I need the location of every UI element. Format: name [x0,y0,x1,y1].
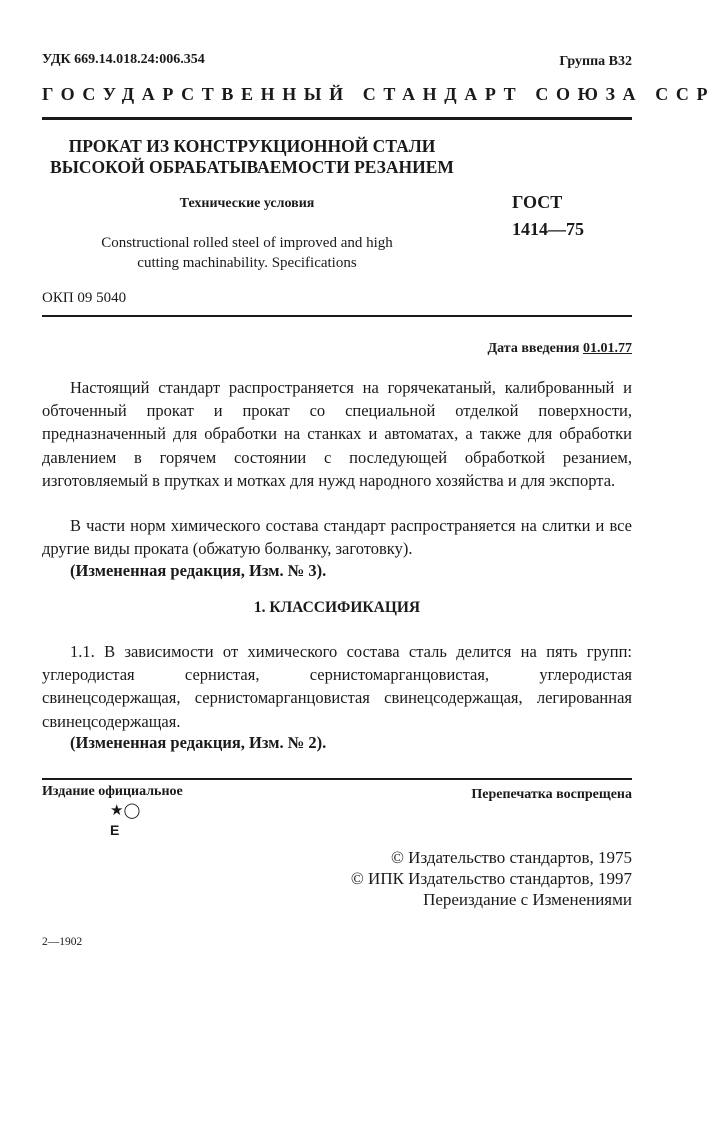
official-edition-label: Издание официальное [42,784,183,799]
state-standard-heading: ГОСУДАРСТВЕННЫЙ СТАНДАРТ СОЮЗА ССР [42,84,716,104]
title-line-2: ВЫСОКОЙ ОБРАБАТЫВАЕМОСТИ РЕЗАНИЕМ [50,157,454,177]
section-heading-classification: 1. КЛАССИФИКАЦИЯ [253,599,421,616]
document-subtitle: Технические условия [179,196,315,211]
paragraph-chemical-norms: В части норм химического состава стандарт распространяется на слитки и все другие виды проката (обжатую болванку, заготовку). [42,516,632,559]
paragraph-1-1: 1.1. В зависимости от химического состава сталь делится на пять групп: углеродистая сернистая, сернистомарганцовистая, углеродистая свинецсодержащая, сернистомарганцовистая свинецсодержащая, легированная свинецсодержащая. [42,642,632,731]
document-title [42,136,462,178]
english-title-line-1: Constructional rolled steel of improved and high [101,235,393,251]
header-divider [42,117,632,120]
okp-code: ОКП 09 5040 [42,290,127,306]
english-title-line-2: cutting machinability. Specifications [137,255,357,271]
okp-divider [42,315,632,317]
page-code: 2—1902 [42,936,83,948]
copyright-1975: © Издательство стандартов, 1975 [391,848,632,867]
gost-number: 1414—75 [512,219,584,239]
group-code: Группа В32 [559,54,632,69]
introduction-date [488,341,632,357]
footer-divider [42,778,632,780]
reissue-note: Переиздание с Изменениями [423,890,632,909]
title-line-1: ПРОКАТ ИЗ КОНСТРУКЦИОННОЙ СТАЛИ [68,136,436,156]
amendment-note-3: (Измененная редакция, Изм. № 3). [70,561,327,580]
english-title [42,233,452,273]
introduction-date-value: 01.01.77 [583,341,632,356]
edition-letter: E [110,822,120,838]
udk-code: УДК 669.14.018.24:006.354 [42,52,205,67]
copyright-1997: © ИПК Издательство стандартов, 1997 [350,869,632,888]
paragraph-scope: Настоящий стандарт распространяется на горячекатаный, калиброванный и обточенный прокат и прокат со специальной отделкой поверхности, предназначенный для обработки на станках и автоматах, а также для обработки давлением в горячем состоянии с последующей обработкой резанием, изготовляемый в прутках и мотках для нужд народного хозяйства и для экспорта. [42,378,632,490]
reprint-prohibited-label: Перепечатка воспрещена [471,787,632,802]
edition-marks-icon: ★◯ [110,803,141,819]
gost-label: ГОСТ [512,192,563,212]
introduction-date-label: Дата введения [487,341,580,356]
amendment-note-2: (Измененная редакция, Изм. № 2). [70,733,327,752]
